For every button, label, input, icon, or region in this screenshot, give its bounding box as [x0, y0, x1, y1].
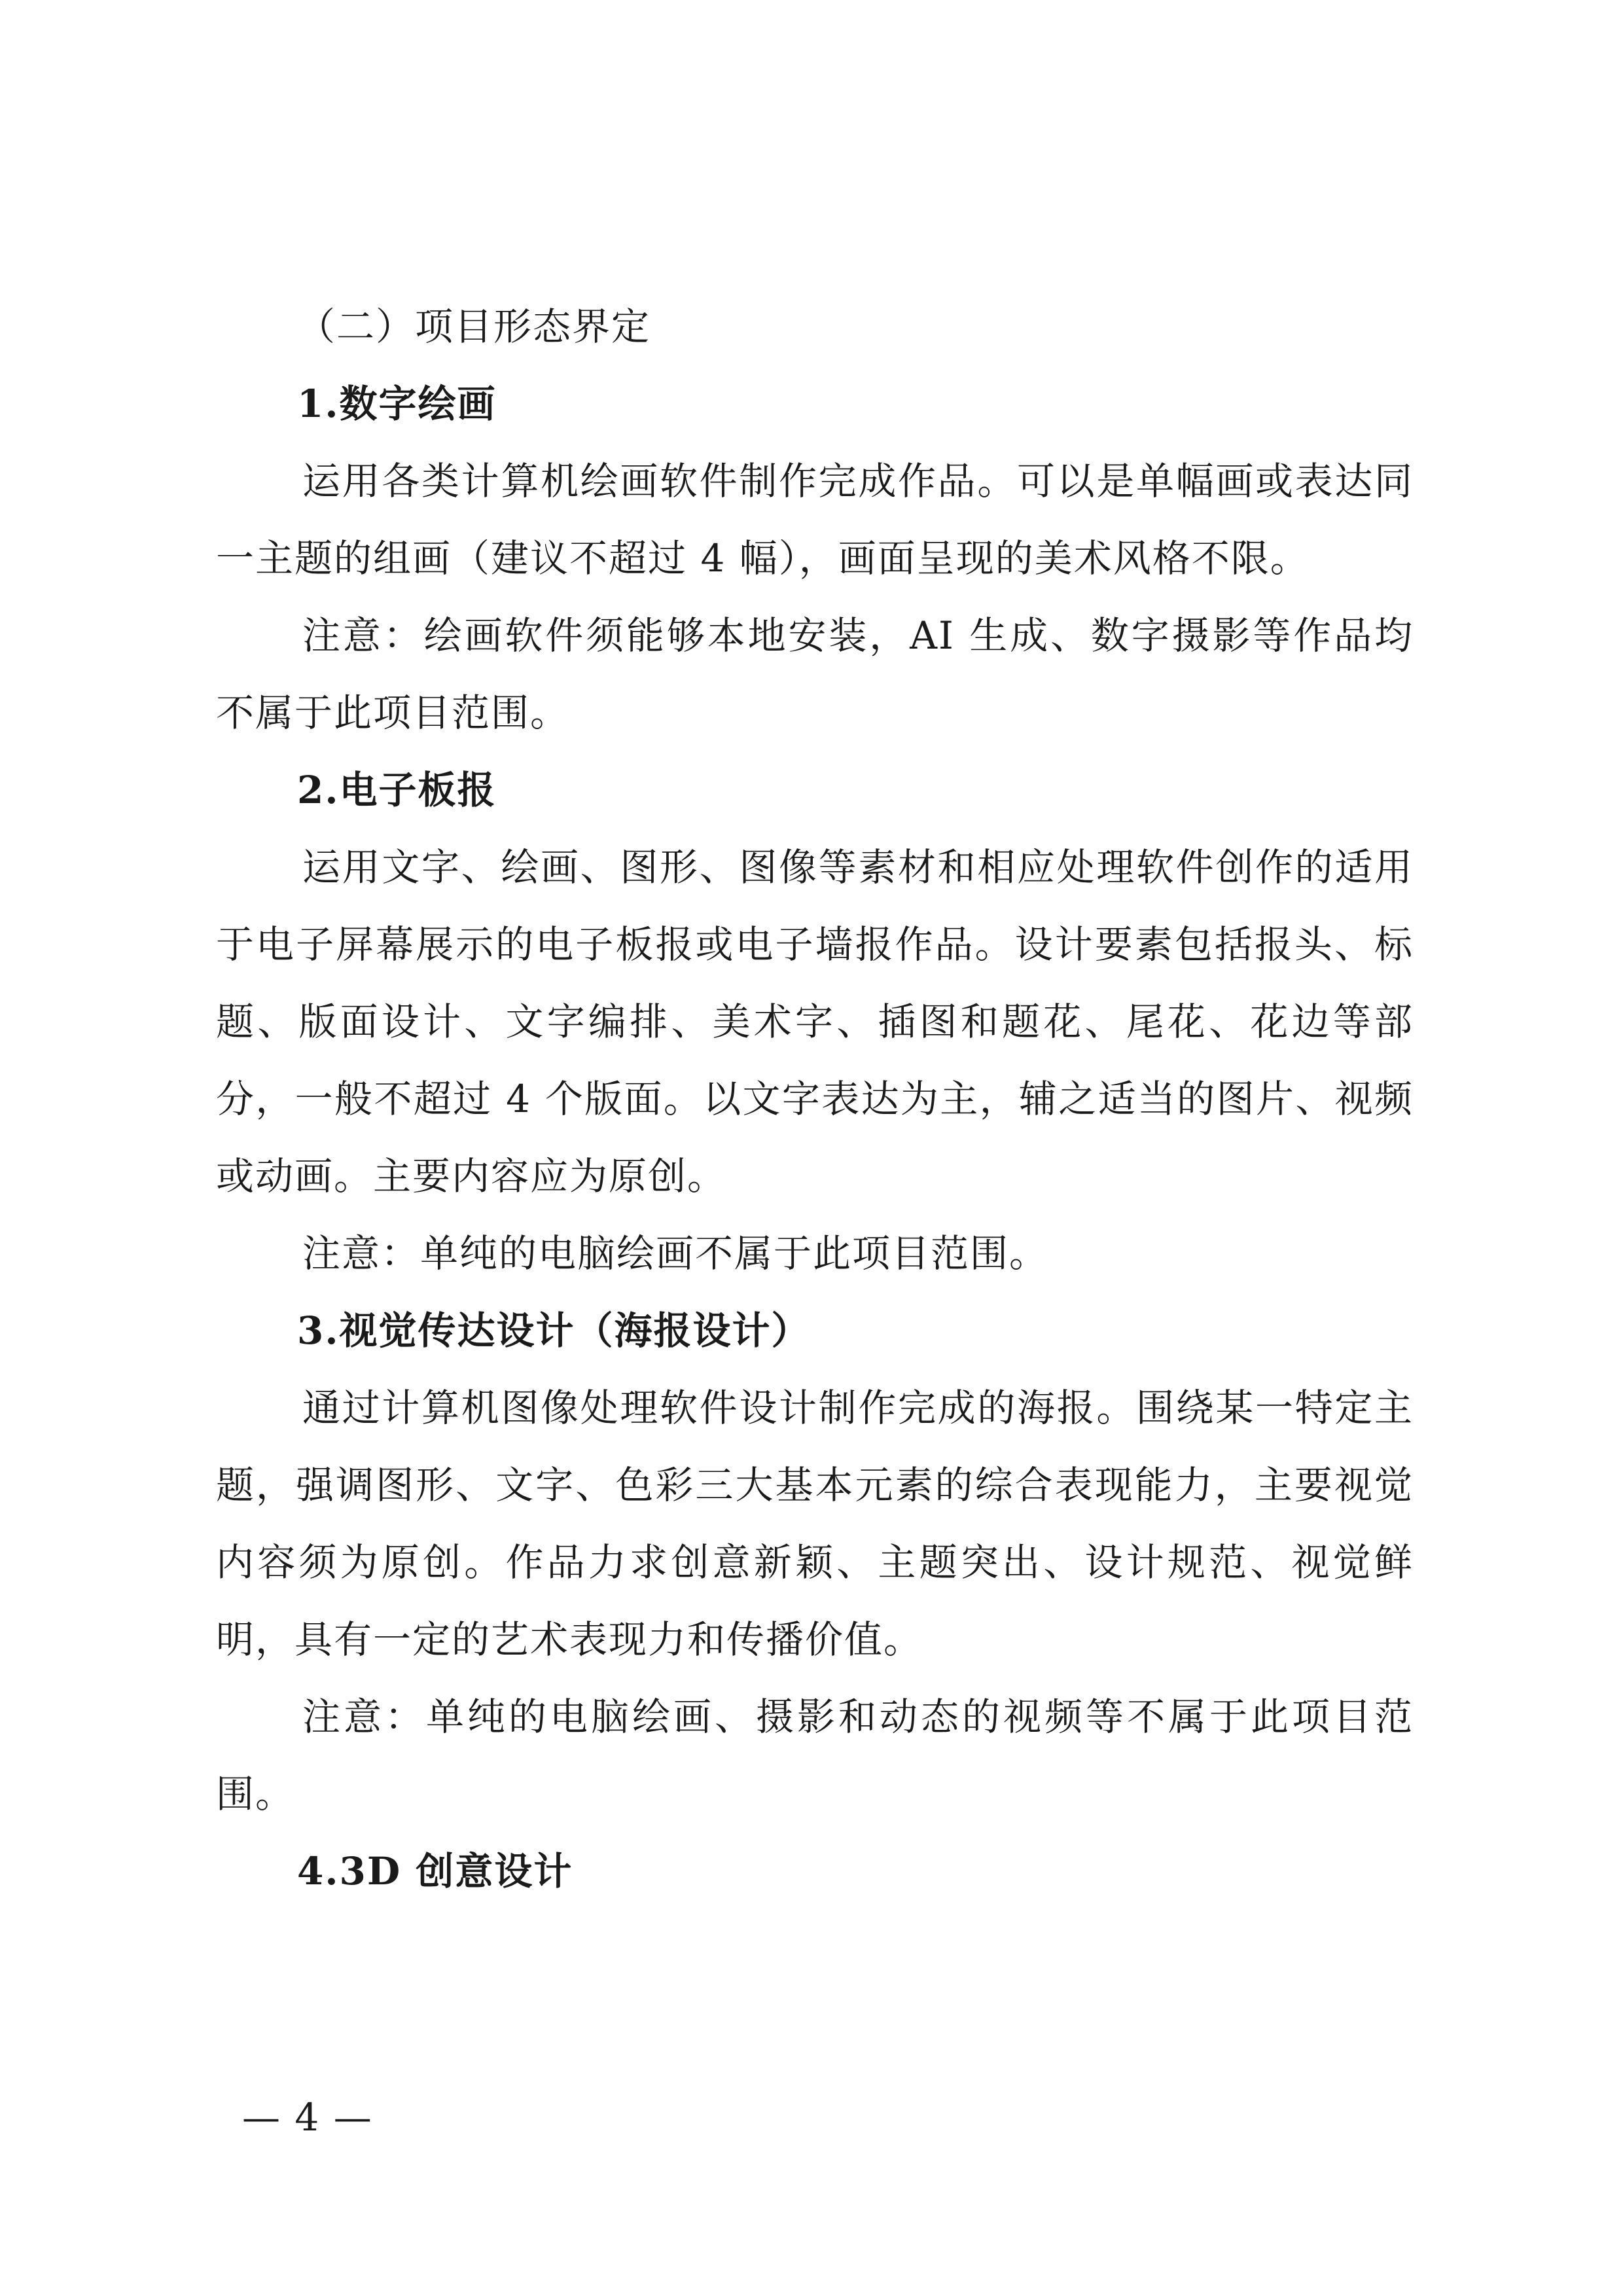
- page-number: — 4 —: [242, 2095, 373, 2140]
- item-note: 注意：绘画软件须能够本地安装，AI 生成、数字摄影等作品均不属于此项目范围。: [216, 613, 1414, 735]
- item-paragraph: 运用文字、绘画、图形、图像等素材和相应处理软件创作的适用于电子屏幕展示的电子板报或电子墙报作品。设计要素包括报头、标题、版面设计、文字编排、美术字、插图和题花、尾花、花边等部分，一般不超过 4 个版面。以文字表达为主，辅之适当的图片、视频或动画。主要内容应为原创。: [216, 845, 1414, 1198]
- item-heading-poster-design: 3.视觉传达设计（海报设计）: [297, 1308, 811, 1353]
- item-heading-digital-painting: 1.数字绘画: [297, 382, 497, 426]
- item-paragraph: 通过计算机图像处理软件设计制作完成的海报。围绕某一特定主题，强调图形、文字、色彩三大基本元素的综合表现能力，主要视觉内容须为原创。作品力求创意新颖、主题突出、设计规范、视觉鲜明，具有一定的艺术表现力和传播价值。: [216, 1386, 1414, 1662]
- document-page: [216, 288, 1414, 1910]
- section-title: （二）项目形态界定: [297, 304, 651, 349]
- item-heading-electronic-board: 2.电子板报: [297, 768, 497, 812]
- item-note: 注意：单纯的电脑绘画不属于此项目范围。: [302, 1231, 1049, 1276]
- item-note: 注意：单纯的电脑绘画、摄影和动态的视频等不属于此项目范围。: [216, 1695, 1414, 1816]
- item-paragraph: 运用各类计算机绘画软件制作完成作品。可以是单幅画或表达同一主题的组画（建议不超过 4 幅），画面呈现的美术风格不限。: [216, 459, 1414, 581]
- item-heading-3d-design: 4.3D 创意设计: [297, 1849, 573, 1893]
